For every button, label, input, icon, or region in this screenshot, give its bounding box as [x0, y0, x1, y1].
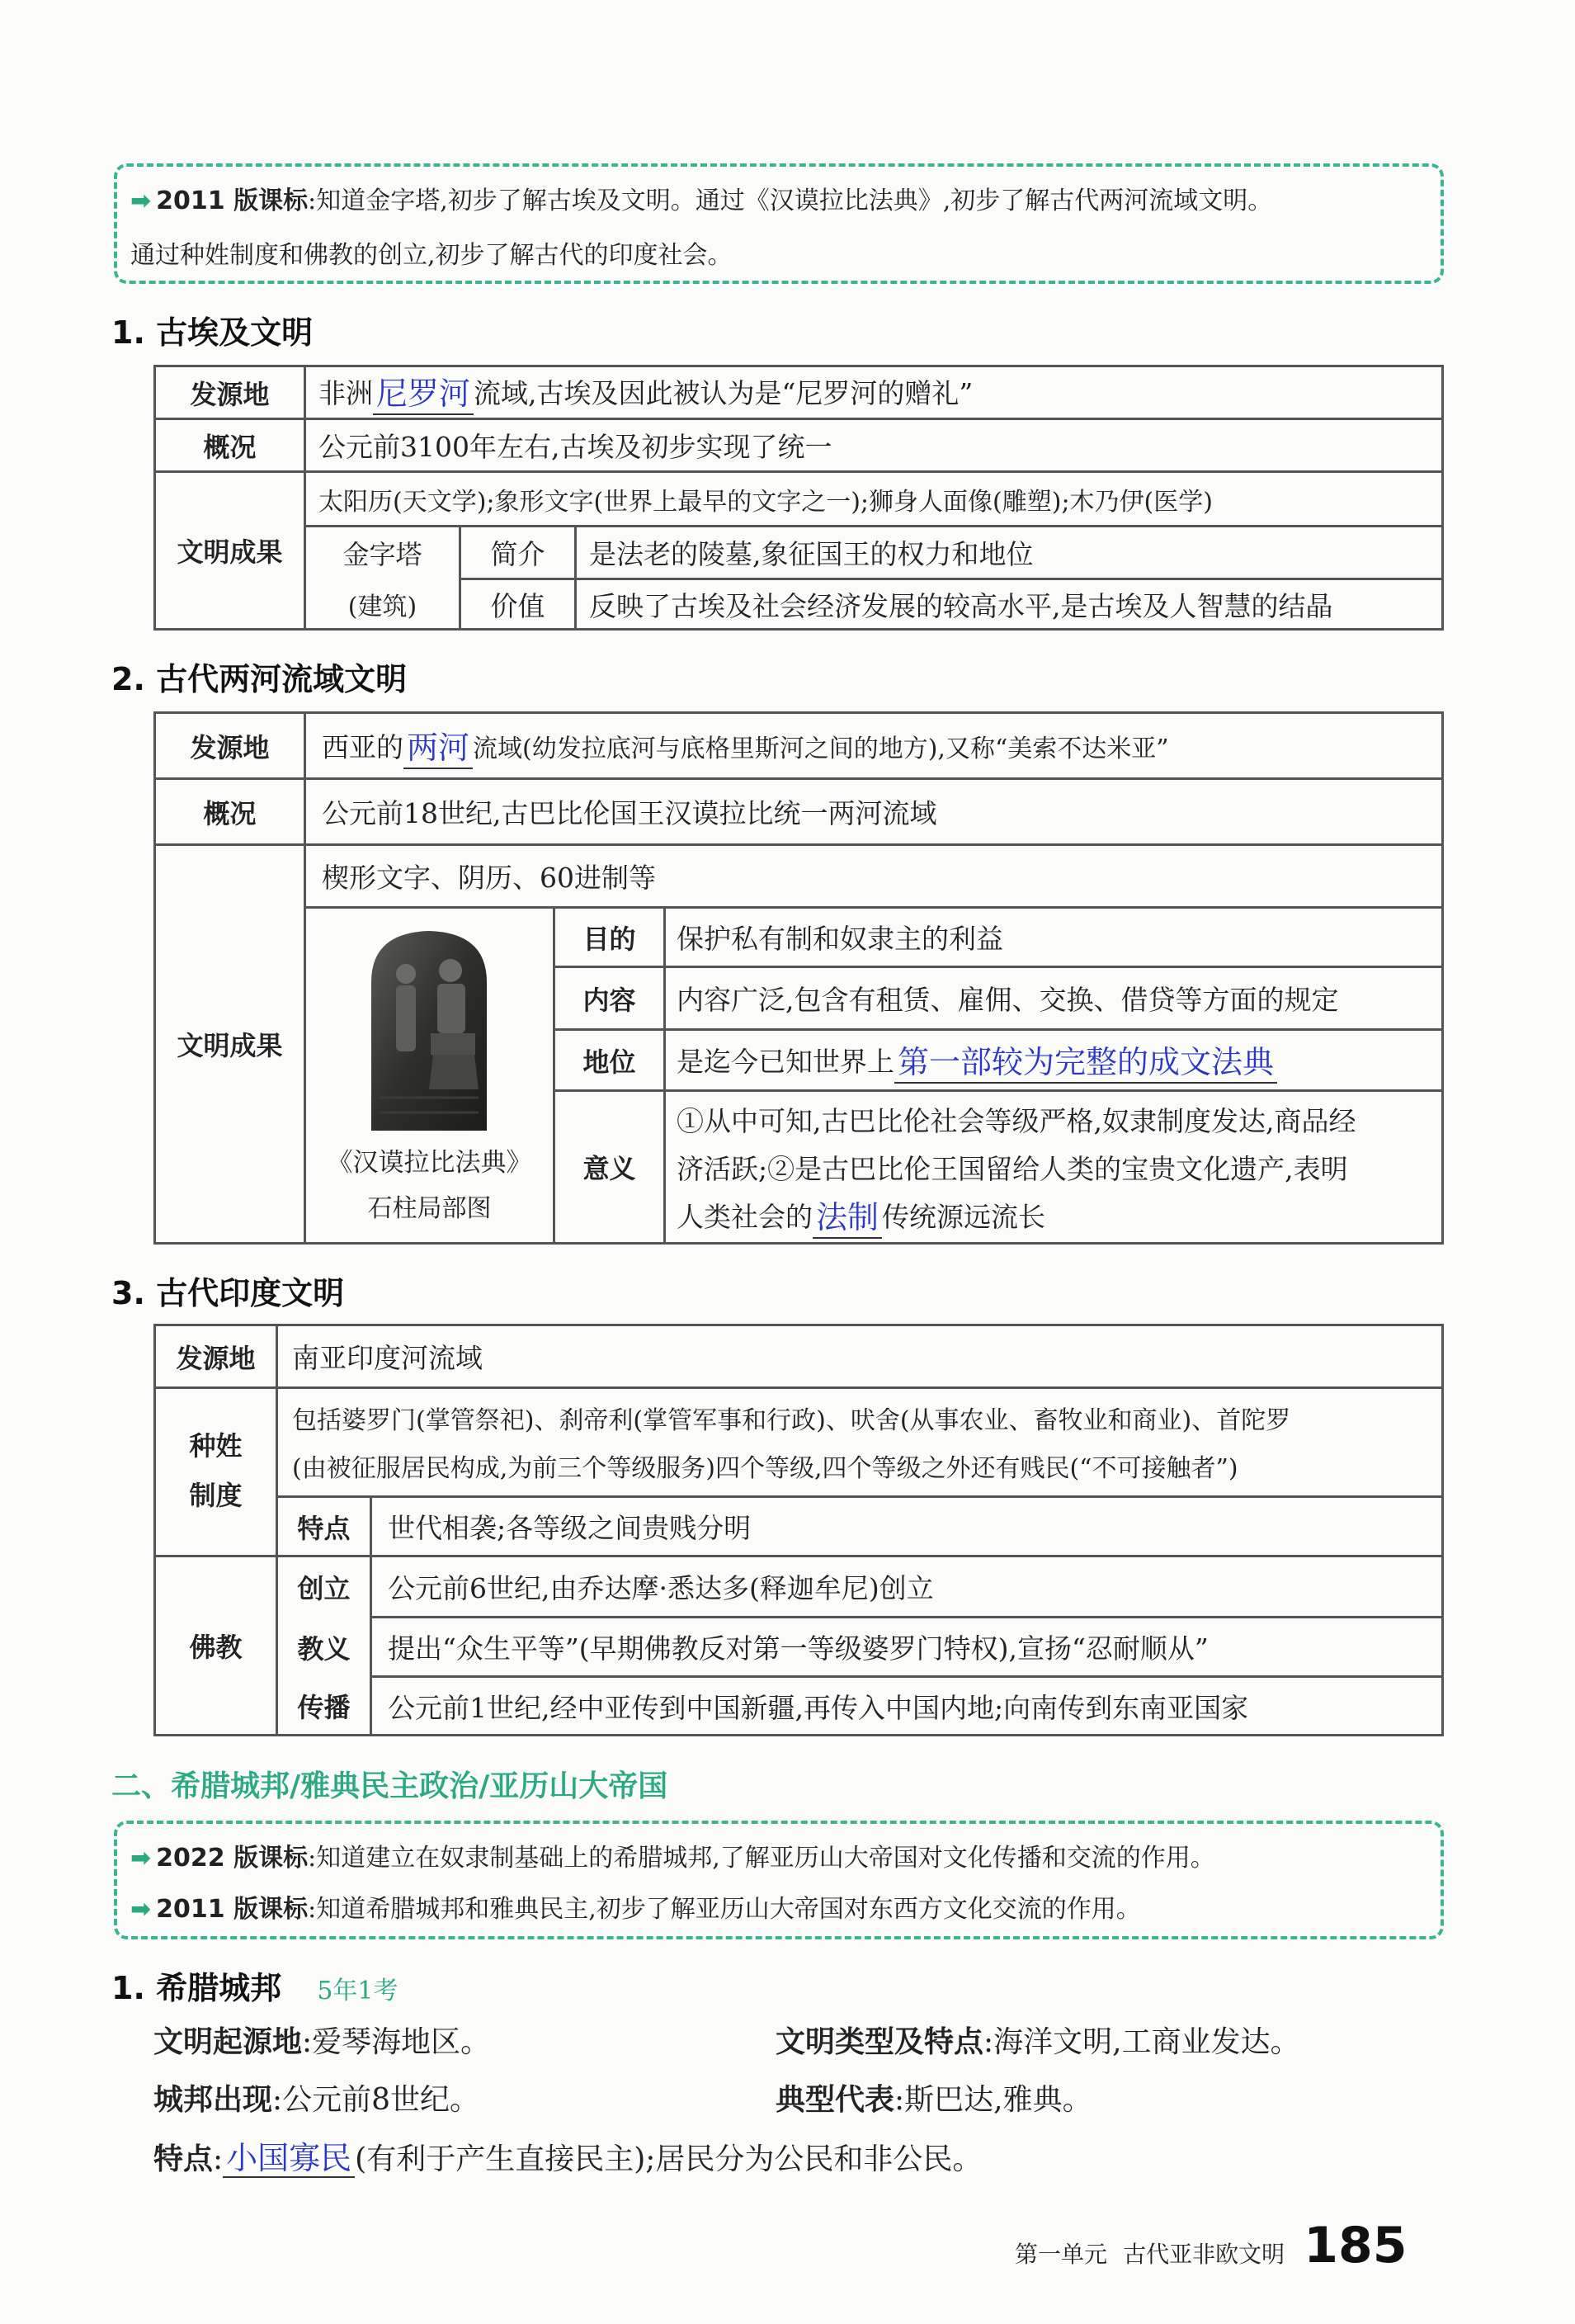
pyramid-label: 金字塔 — [342, 538, 422, 570]
section-title-mesopotamia: 2. 古代两河流域文明 — [111, 661, 408, 697]
buddhism-found-label: 创立 — [297, 1572, 351, 1604]
meso-origin-value: 西亚的 两河 流域(幼发拉底河与底格里斯河之间的地方),又称“美索不达米亚” — [322, 714, 1441, 777]
caste-label-1: 种姓 — [189, 1430, 243, 1462]
curriculum-standard-line-1: ➡ 2011 版课标:知道金字塔,初步了解古埃及文明。通过《汉谟拉比法典》,初步了解古代两河流域文明。 — [130, 187, 1273, 215]
greece-representative: 典型代表:斯巴达,雅典。 — [776, 2083, 1092, 2117]
greece-city-emerge: 城邦出现:公元前8世纪。 — [153, 2083, 480, 2117]
egypt-origin-label: 发源地 — [190, 378, 270, 410]
arrow-right-icon: ➡ — [130, 187, 152, 215]
meso-overview-label: 概况 — [203, 797, 257, 829]
greece-type: 文明类型及特点:海洋文明,工商业发达。 — [776, 2025, 1300, 2059]
hammurabi-stele-image — [355, 924, 503, 1139]
greece-standard-line-1: ➡ 2022 版课标:知道建立在奴隶制基础上的希腊城邦,了解亚历山大帝国对文化传播和交流的作用。 — [130, 1844, 1215, 1873]
code-meaning-label: 意义 — [582, 1153, 636, 1184]
pyramid-sub: (建筑) — [347, 593, 417, 621]
egypt-overview-label: 概况 — [203, 431, 257, 463]
caste-line-2: (由被征服居民构成,为前三个等级服务)四个等级,四个等级之外还有贱民(“不可接触者”) — [292, 1454, 1238, 1483]
stele-caption-1: 《汉谟拉比法典》 — [327, 1147, 532, 1178]
arrow-right-icon: ➡ — [130, 1895, 152, 1924]
handwritten-answer: 尼罗河 — [373, 368, 474, 415]
caste-line-1: 包括婆罗门(掌管祭祀)、刹帝利(掌管军事和行政)、吠舍(从事农业、畜牧业和商业)、首陀罗 — [292, 1406, 1291, 1435]
section-title-egypt: 1. 古埃及文明 — [111, 314, 314, 351]
code-status-value: 是迄今已知世界上 第一部较为完整的成文法典 — [677, 1031, 1441, 1089]
page-number: 185 — [1304, 2217, 1408, 2274]
code-status-label: 地位 — [582, 1046, 636, 1078]
pyramid-value-label: 价值 — [490, 589, 545, 622]
meso-achievement-line1: 楔形文字、阴历、60进制等 — [322, 862, 656, 894]
curriculum-standard-line-2: 通过种姓制度和佛教的创立,初步了解古代的印度社会。 — [130, 241, 733, 270]
greece-standard-line-2: ➡ 2011 版课标:知道希腊城邦和雅典民主,初步了解亚历山大帝国对东西方文化交流的作用。 — [130, 1895, 1141, 1924]
pyramid-intro-label: 简介 — [490, 538, 545, 570]
handwritten-answer: 小国寡民 — [223, 2140, 355, 2178]
egypt-origin-value: 非洲 尼罗河 流域,古埃及因此被认为是“尼罗河的赠礼” — [318, 365, 1441, 418]
caste-feature-value: 世代相袭;各等级之间贵贱分明 — [388, 1512, 752, 1544]
code-content-value: 内容广泛,包含有租赁、雇佣、交换、借贷等方面的规定 — [677, 984, 1339, 1016]
code-meaning-line3: 人类社会的 法制 传统源远流长 — [677, 1190, 1441, 1240]
stele-caption-2: 石柱局部图 — [367, 1194, 492, 1223]
pyramid-value-text: 反映了古埃及社会经济发展的较高水平,是古埃及人智慧的结晶 — [589, 589, 1333, 622]
meso-origin-label: 发源地 — [190, 731, 270, 763]
buddhism-spread-label: 传播 — [297, 1692, 351, 1723]
chapter-label: 古代亚非欧文明 — [1123, 2241, 1285, 2268]
exam-frequency-note: 5年1考 — [317, 1977, 398, 2005]
code-content-label: 内容 — [582, 984, 636, 1016]
greece-subtitle: 1. 希腊城邦 5年1考 — [111, 1970, 398, 2006]
code-purpose-value: 保护私有制和奴隶主的利益 — [677, 923, 1003, 955]
egypt-achievement-label: 文明成果 — [177, 536, 283, 568]
buddhism-doctrine-label: 教义 — [297, 1632, 351, 1665]
code-meaning-line1: ①从中可知,古巴比伦社会等级严格,奴隶制度发达,商品经 — [677, 1104, 1356, 1137]
arrow-right-icon: ➡ — [130, 1844, 152, 1873]
caste-label-2: 制度 — [189, 1480, 243, 1511]
handwritten-answer: 两河 — [403, 722, 473, 769]
buddhism-found-value: 公元前6世纪,由乔达摩·悉达多(释迦牟尼)创立 — [388, 1572, 934, 1604]
egypt-overview-value: 公元前3100年左右,古埃及初步实现了统一 — [318, 431, 832, 463]
meso-achievement-label: 文明成果 — [177, 1030, 283, 1061]
handwritten-answer: 法制 — [813, 1192, 882, 1239]
meso-overview-value: 公元前18世纪,古巴比伦国王汉谟拉比统一两河流域 — [322, 797, 937, 829]
section-title-india: 3. 古代印度文明 — [111, 1275, 345, 1311]
buddhism-doctrine-value: 提出“众生平等”(早期佛教反对第一等级婆罗门特权),宣扬“忍耐顺从” — [388, 1632, 1209, 1665]
india-origin-value: 南亚印度河流域 — [292, 1342, 483, 1374]
section-title-greece: 二、希腊城邦/雅典民主政治/亚历山大帝国 — [111, 1769, 668, 1803]
handwritten-answer: 第一部较为完整的成文法典 — [894, 1037, 1277, 1084]
greece-origin: 文明起源地:爱琴海地区。 — [153, 2025, 491, 2059]
pyramid-intro-value: 是法老的陵墓,象征国王的权力和地位 — [589, 538, 1034, 570]
unit-label: 第一单元 — [1015, 2241, 1108, 2268]
greece-feature: 特点: 小国寡民 (有利于产生直接民主);居民分为公民和非公民。 — [153, 2140, 983, 2176]
caste-feature-label: 特点 — [297, 1512, 351, 1544]
code-meaning-line2: 济活跃;②是古巴比伦王国留给人类的宝贵文化遗产,表明 — [677, 1152, 1348, 1185]
page-footer — [1015, 2217, 1407, 2274]
india-origin-label: 发源地 — [176, 1342, 256, 1374]
code-purpose-label: 目的 — [582, 923, 636, 955]
buddhism-label: 佛教 — [189, 1632, 243, 1663]
buddhism-spread-value: 公元前1世纪,经中亚传到中国新疆,再传入中国内地;向南传到东南亚国家 — [388, 1691, 1249, 1724]
egypt-achievement-line1: 太阳历(天文学);象形文字(世界上最早的文字之一);狮身人面像(雕塑);木乃伊(医学) — [318, 487, 1213, 517]
